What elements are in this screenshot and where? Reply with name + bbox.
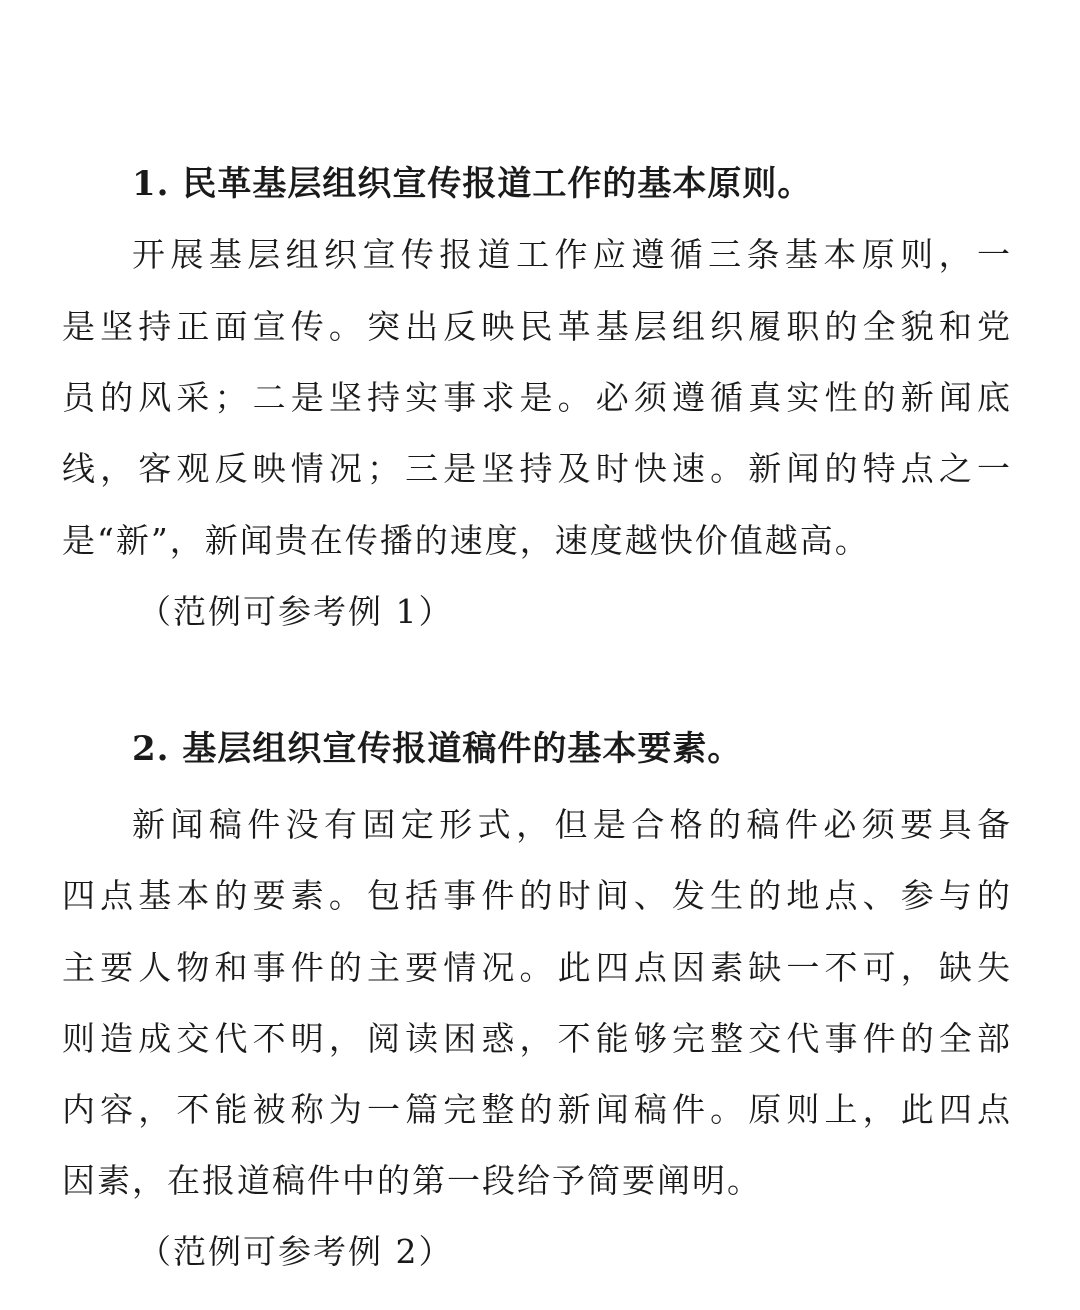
section-1-paragraph-line: 是“新”，新闻贵在传播的速度，速度越快价值越高。 bbox=[62, 521, 870, 560]
section-1-paragraph-line: 线，客观反映情况；三是坚持及时快速。新闻的特点之一 bbox=[62, 449, 1012, 488]
section-2-paragraph-line: 内容，不能被称为一篇完整的新闻稿件。原则上，此四点 bbox=[62, 1090, 1012, 1129]
section-2-paragraph-line: 主要人物和事件的主要情况。此四点因素缺一不可，缺失 bbox=[62, 948, 1012, 987]
section-2-heading: 2. 基层组织宣传报道稿件的基本要素。 bbox=[132, 729, 743, 769]
section-1-paragraph-line: 开展基层组织宣传报道工作应遵循三条基本原则，一 bbox=[132, 235, 1012, 274]
section-2-paragraph-line: 因素，在报道稿件中的第一段给予简要阐明。 bbox=[62, 1161, 762, 1200]
section-2-paragraph-line: 则造成交代不明，阅读困惑，不能够完整交代事件的全部 bbox=[62, 1019, 1012, 1058]
section-1-paragraph-line: 是坚持正面宣传。突出反映民革基层组织履职的全貌和党 bbox=[62, 307, 1012, 346]
section-1-paragraph-line: 员的风采；二是坚持实事求是。必须遵循真实性的新闻底 bbox=[62, 378, 1012, 417]
section-2-paragraph-line: 新闻稿件没有固定形式，但是合格的稿件必须要具备 bbox=[132, 805, 1012, 844]
section-1-example-note: （范例可参考例 1） bbox=[138, 592, 454, 631]
section-1-heading: 1. 民革基层组织宣传报道工作的基本原则。 bbox=[132, 164, 813, 204]
section-2-example-note: （范例可参考例 2） bbox=[138, 1232, 454, 1271]
section-2-paragraph-line: 四点基本的要素。包括事件的时间、发生的地点、参与的 bbox=[62, 876, 1012, 915]
